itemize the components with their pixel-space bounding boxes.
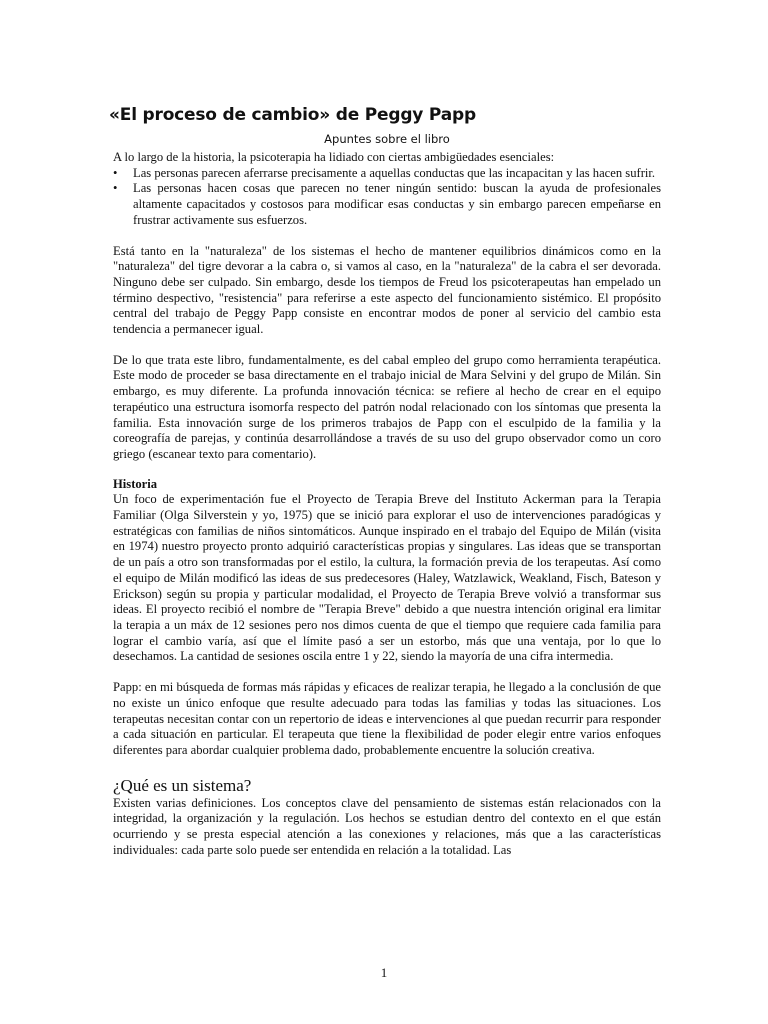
list-item — [113, 166, 661, 182]
document-title: «El proceso de cambio» de Peggy Papp — [109, 105, 476, 125]
bullet-icon: • — [113, 165, 118, 180]
paragraph-naturaleza: Está tanto en la "naturaleza" de los sistemas el hecho de mantener equilibrios dinámicos como en la "naturaleza" del tigre devorar a la cabra o, si vamos al caso, en la "naturaleza" de la cabra el ser devorada. Ninguno debe ser culpado. Sin embargo, desde los tiempos de Freud los psicoterapeutas han empelado un término despectivo, "resistencia" para referirse a este aspecto del funcionamiento sistémico. El propósito central del trabajo de Peggy Papp consiste en encontrar modos de poner al servicio del cambio esta tendencia a permanecer igual. — [113, 243, 661, 337]
intro-paragraph: A lo largo de la historia, la psicoterapia ha lidiado con ciertas ambigüedades esenciales: — [113, 150, 555, 164]
page-number: 1 — [380, 965, 388, 980]
ambiguities-list — [113, 166, 661, 229]
list-item — [113, 181, 661, 228]
list-item-text: Las personas hacen cosas que parecen no tener ningún sentido: buscan la ayuda de profesionales altamente capacitados y costosos para modificar esas conductas y sin embargo parecen empeñarse en frustrar activamente sus esfuerzos. — [133, 181, 661, 227]
document-page — [109, 96, 661, 858]
paragraph-sistema: Existen varias definiciones. Los conceptos clave del pensamiento de sistemas están relacionados con la integridad, la organización y la regulación. Los hechos se estudian dentro del contexto en el que están ocurriendo y se presta especial atención a las conexiones y relaciones, más que a las características individuales: cada parte solo puede ser entendida en relación a la totalidad. Las — [113, 795, 661, 857]
bullet-icon: • — [113, 181, 118, 196]
paragraph-historia: Un foco de experimentación fue el Proyecto de Terapia Breve del Instituto Ackerman para la Terapia Familiar (Olga Silverstein y yo, 1975) que se inició para explorar el uso de intervenciones paradógicas y estratégicas con familias de niños sintomáticos. Aunque inspirado en el trabajo del Equipo de Milán (visita en 1974) nuestro proyecto pronto adquirió características propias y singulares. Las ideas que se transportan de un país a otro son transformadas por el estilo, la cultura, la formación previa de los terapeutas. Así como el equipo de Milán modificó las ideas de sus predecesores (Haley, Watzlawick, Weakland, Fisch, Bateson y Erickson) según su propia y particular modalidad, el Proyecto de Terapia Breve volvió a transformar sus ideas. El proyecto recibió el nombre de "Terapia Breve" debido a que nuestra intención original era limitar la terapia a un máx de 12 sesiones pero nos dimos cuenta de que el tiempo que requiere cada familia para lograr el cambio varía, así que el límite pasó a ser un estorbo, más que una ventaja, por lo que lo desechamos. La cantidad de sesiones oscila entre 1 y 22, siendo la mayoría de una cifra intermedia. — [113, 492, 661, 664]
heading-sistema: ¿Qué es un sistema? — [113, 775, 252, 795]
heading-historia: Historia — [113, 476, 158, 491]
paragraph-libro: De lo que trata este libro, fundamentalmente, es del cabal empleo del grupo como herramienta terapéutica. Este modo de proceder se basa directamente en el trabajo inicial de Mara Selvini y del grupo de Milán. Sin embargo, es muy diferente. La profunda innovación técnica: se refiere al hecho de crear en el equipo terapéutico una estructura isomorfa respecto del patrón nodal relacionado con los síntomas que presenta la familia. Esta innovación surge de los primeros trabajos de Papp con el esculpido de la familia y la coreografía de parejas, y continúa desarrollándose a través de su uso del grupo observador como un coro griego (escanear texto para comentario). — [113, 352, 661, 461]
list-item-text: Las personas parecen aferrarse precisamente a aquellas conductas que las incapacitan y las hacen sufrir. — [133, 165, 656, 180]
paragraph-papp: Papp: en mi búsqueda de formas más rápidas y eficaces de realizar terapia, he llegado a la conclusión de que no existe un único enfoque que resulte adecuado para todas las familias y todas las situaciones. Los terapeutas necesitan contar con un repertorio de ideas e intervenciones al que puedan recurrir para responder a cada situación en particular. El terapeuta que tiene la flexibilidad de poder elegir entre varios enfoques diferentes para abordar cualquier problema dado, probablemente encuentre la solución creativa. — [113, 680, 661, 757]
document-subtitle: Apuntes sobre el libro — [324, 132, 450, 146]
